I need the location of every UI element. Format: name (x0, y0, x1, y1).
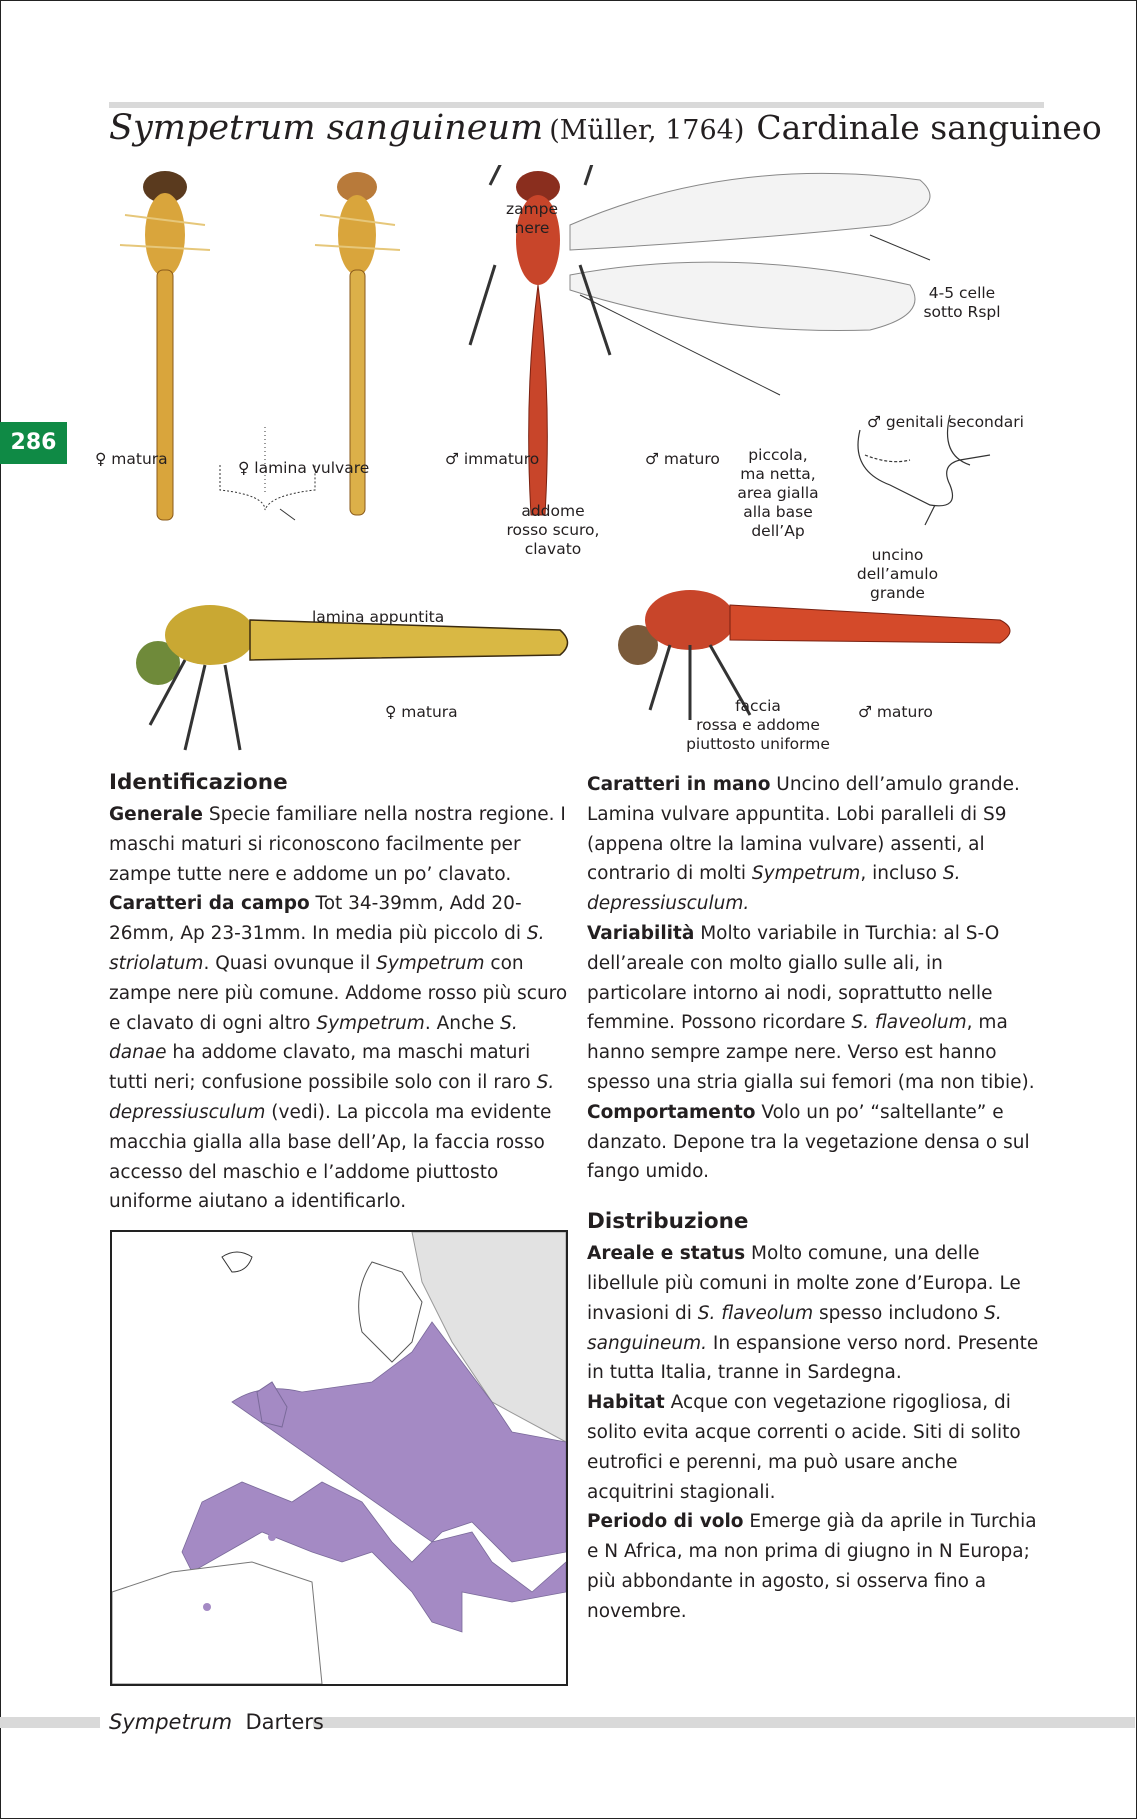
section-heading-identificazione: Identificazione (109, 770, 288, 795)
identification-section (109, 768, 569, 1217)
scientific-name: Sympetrum sanguineum (109, 108, 544, 148)
label-addome: addome rosso scuro, clavato (506, 502, 600, 558)
label-uncino: uncino dell’amulo grande (856, 546, 939, 602)
label-lamina-appuntita: lamina appuntita (312, 608, 445, 626)
label-piccola-area-gialla: piccola, ma netta, area gialla alla base dell’Ap (737, 446, 819, 540)
running-footer (109, 1708, 324, 1736)
right-text-column (587, 770, 1047, 1627)
label-lamina-vulvare: ♀ lamina vulvare (238, 459, 370, 477)
label-female-mature: ♀ matura (95, 450, 168, 468)
common-name: Cardinale sanguineo (756, 108, 1102, 147)
label-male-immature: ♂ immaturo (445, 450, 540, 468)
label-male-mature: ♂ maturo (645, 450, 720, 468)
label-female-mature-side: ♀ matura (385, 703, 458, 721)
footer-group: Darters (245, 1710, 324, 1734)
label-celle: 4-5 celle sotto Rspl (923, 284, 1001, 321)
paragraph-periodo-volo: Periodo di volo Emerge già da aprile in Turchia e N Africa, ma non prima di giugno in N Europa; più abbondante in agosto, si osserva fino a novembre. (587, 1511, 1037, 1622)
paragraph-variabilita: Variabilità Molto variabile in Turchia: al S-O dell’areale con molto giallo sulle ali, in particolare intorno ai nodi, soprattutto nelle femmine. Possono ricordare S. flaveolum, ma hanno sempre zampe nere. Verso est hanno spesso una stria gialla sui femori (ma non tibie). (587, 922, 1035, 1093)
label-male-mature-side: ♂ maturo (858, 703, 933, 721)
label-faccia: faccia rossa e addome piuttosto uniforme (686, 697, 830, 753)
footer-rule-left (0, 1717, 100, 1728)
dragonfly-illustration-plate (90, 165, 1060, 755)
paragraph-caratteri-mano: Caratteri in mano Uncino dell’amulo grande. Lamina vulvare appuntita. Lobi paralleli di S9 (appena oltre la lamina vulvare) assenti, al contrario di molti Sympetrum, incluso S. depressiusculum. (587, 774, 1020, 915)
paragraph-caratteri-campo: Caratteri da campo Tot 34-39mm, Add 20-26mm, Ap 23-31mm. In media più piccolo di S. striolatum. Quasi ovunque il Sympetrum con zampe nere più comune. Addome rosso più scuro e clavato di ogni altro Sympetrum. Anche S. danae ha addome clavato, ma maschi maturi tutti neri; confusione possibile solo con il raro S. depressiusculum (vedi). La piccola ma evidente macchia gialla alla base dell’Ap, la faccia rosso accesso del maschio e l’addome piuttosto uniforme aiutano a identificarlo. (109, 893, 568, 1213)
paragraph-generale: Generale Specie familiare nella nostra regione. I maschi maturi si riconoscono facilmente per zampe tutte nere e addome un po’ clavato. (109, 804, 566, 885)
label-zampe-nere: zampe nere (505, 200, 559, 237)
distribution-map (110, 1230, 568, 1686)
footer-genus: Sympetrum (109, 1710, 233, 1734)
page-number-tab: 286 (0, 422, 67, 464)
paragraph-habitat: Habitat Acque con vegetazione rigogliosa, di solito evita acque correnti o acide. Siti di solito eutrofici e perenni, ma può usare anche acquitrini stagionali. (587, 1392, 1021, 1503)
paragraph-comportamento: Comportamento Volo un po’ “saltellante” e danzato. Depone tra la vegetazione densa o sul fango umido. (587, 1101, 1030, 1183)
author-citation: (Müller, 1764) (549, 115, 745, 146)
label-genitali: ♂ genitali secondari (867, 413, 1024, 431)
paragraph-areale: Areale e status Molto comune, una delle libellule più comuni in molte zone d’Europa. Le invasioni di S. flaveolum spesso includono S. sanguineum. In espansione verso nord. Presente in tutta Italia, tranne in Sardegna. (587, 1243, 1039, 1384)
footer-rule-right (313, 1717, 1135, 1728)
section-heading-distribuzione: Distribuzione (587, 1209, 749, 1235)
europe-range-map (112, 1232, 566, 1684)
page-title (109, 108, 1102, 158)
